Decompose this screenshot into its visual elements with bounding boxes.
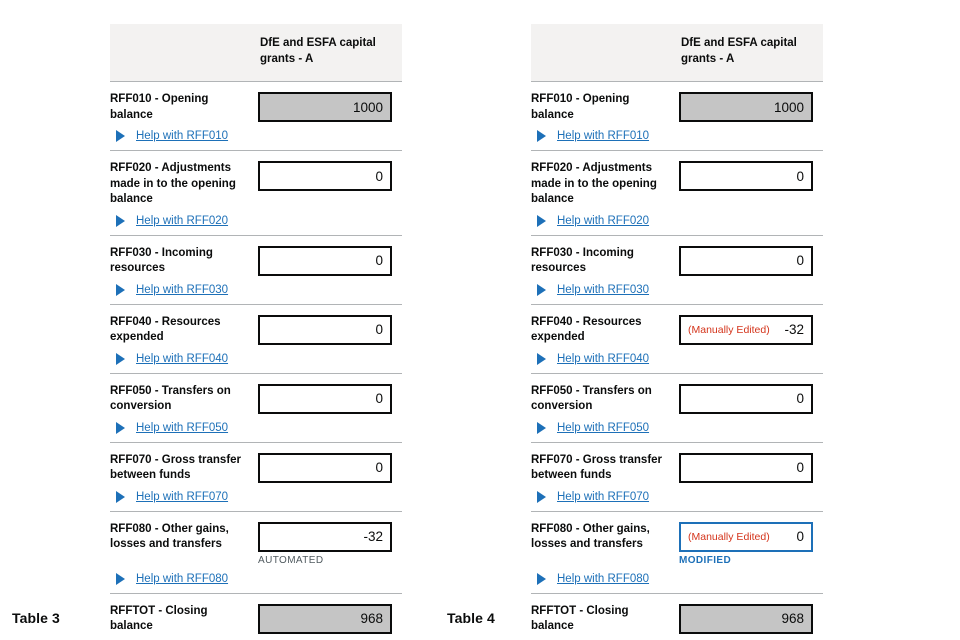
amount-input[interactable] xyxy=(258,161,392,191)
row-field xyxy=(679,315,823,345)
field-status-note: AUTOMATED xyxy=(258,554,324,566)
table-row xyxy=(531,236,823,305)
row-field xyxy=(679,161,823,191)
help-link[interactable]: Help with RFF010 xyxy=(557,130,650,143)
row-label: RFF070 - Gross transfer between funds xyxy=(531,453,663,482)
table-header-blank xyxy=(120,36,260,67)
help-row[interactable] xyxy=(110,353,402,365)
row-field xyxy=(258,161,402,191)
table-row xyxy=(110,443,402,512)
funds-table-4 xyxy=(531,24,823,640)
table-header-blank xyxy=(541,36,681,67)
row-field xyxy=(679,246,823,276)
help-link[interactable]: Help with RFF080 xyxy=(136,572,229,585)
help-link[interactable]: Help with RFF010 xyxy=(136,130,229,143)
amount-value: 968 xyxy=(781,611,804,627)
chevron-right-icon xyxy=(116,573,125,585)
row-field xyxy=(679,92,823,122)
amount-value: 0 xyxy=(796,391,804,407)
row-field xyxy=(258,384,402,414)
chevron-right-icon xyxy=(537,422,546,434)
help-link[interactable]: Help with RFF080 xyxy=(557,572,650,585)
chevron-right-icon xyxy=(116,422,125,434)
chevron-right-icon xyxy=(116,130,125,142)
amount-value: 0 xyxy=(796,253,804,269)
amount-value: -32 xyxy=(363,529,383,545)
chevron-right-icon xyxy=(116,491,125,503)
help-row[interactable] xyxy=(531,422,823,434)
row-label: RFF030 - Incoming resources xyxy=(531,246,634,275)
amount-value: 0 xyxy=(375,391,383,407)
table-4-caption: Table 4 xyxy=(447,610,495,626)
row-field xyxy=(258,522,402,566)
amount-value: 0 xyxy=(375,253,383,269)
table-row xyxy=(531,151,823,236)
amount-value: 1000 xyxy=(773,99,804,115)
help-row[interactable] xyxy=(531,215,823,227)
help-row[interactable] xyxy=(110,573,402,585)
row-label: RFF070 - Gross transfer between funds xyxy=(110,453,242,482)
manually-edited-badge: (Manually Edited) xyxy=(688,530,770,543)
table-header-row xyxy=(531,24,823,82)
table-row xyxy=(110,374,402,443)
help-row[interactable] xyxy=(531,573,823,585)
chevron-right-icon xyxy=(537,215,546,227)
help-link[interactable]: Help with RFF070 xyxy=(136,490,229,503)
row-field xyxy=(258,92,402,122)
amount-input-readonly xyxy=(679,604,813,634)
amount-value: 0 xyxy=(375,168,383,184)
table-row xyxy=(110,305,402,374)
amount-value: 0 xyxy=(796,529,804,545)
help-link[interactable]: Help with RFF030 xyxy=(136,283,229,296)
row-label: RFF020 - Adjustments made in to the opening balance xyxy=(531,162,657,206)
amount-input[interactable] xyxy=(679,315,813,345)
amount-input[interactable] xyxy=(679,384,813,414)
amount-input[interactable] xyxy=(679,522,813,552)
table-row xyxy=(110,82,402,151)
table-row xyxy=(531,82,823,151)
row-label: RFFTOT - Closing balance xyxy=(110,604,208,633)
amount-value: 0 xyxy=(796,460,804,476)
help-row[interactable] xyxy=(110,284,402,296)
row-field xyxy=(258,315,402,345)
amount-value: 1000 xyxy=(352,99,383,115)
help-row[interactable] xyxy=(531,284,823,296)
amount-input-readonly xyxy=(258,92,392,122)
help-row[interactable] xyxy=(110,215,402,227)
table-header-column-title: DfE and ESFA capital grants - A xyxy=(260,37,376,65)
table-row xyxy=(110,594,402,640)
amount-input[interactable] xyxy=(258,384,392,414)
row-label: RFF020 - Adjustments made in to the opening balance xyxy=(110,162,236,206)
row-field xyxy=(258,604,402,634)
table-row xyxy=(110,151,402,236)
amount-input[interactable] xyxy=(258,453,392,483)
amount-input-readonly xyxy=(258,604,392,634)
amount-value: 0 xyxy=(375,322,383,338)
chevron-right-icon xyxy=(537,353,546,365)
amount-value: 0 xyxy=(796,168,804,184)
help-link[interactable]: Help with RFF070 xyxy=(557,490,650,503)
row-field xyxy=(679,604,823,634)
amount-value: 0 xyxy=(375,460,383,476)
chevron-right-icon xyxy=(116,215,125,227)
row-field xyxy=(679,453,823,483)
funds-table-3 xyxy=(110,24,402,640)
row-label: RFF010 - Opening balance xyxy=(531,93,630,121)
table-3-caption: Table 3 xyxy=(12,610,60,626)
row-label: RFF010 - Opening balance xyxy=(110,93,209,121)
help-link[interactable]: Help with RFF050 xyxy=(557,421,650,434)
row-field xyxy=(679,522,823,566)
help-link[interactable]: Help with RFF040 xyxy=(557,352,650,365)
manually-edited-badge: (Manually Edited) xyxy=(688,323,770,336)
table-row xyxy=(531,443,823,512)
help-row[interactable] xyxy=(531,130,823,142)
help-row[interactable] xyxy=(110,130,402,142)
table-header-column-title: DfE and ESFA capital grants - A xyxy=(681,37,797,65)
help-link[interactable]: Help with RFF030 xyxy=(557,283,650,296)
amount-value: 968 xyxy=(360,611,383,627)
table-row xyxy=(531,374,823,443)
amount-input[interactable] xyxy=(679,246,813,276)
chevron-right-icon xyxy=(537,491,546,503)
help-link[interactable]: Help with RFF050 xyxy=(136,421,229,434)
table-row xyxy=(531,305,823,374)
help-row[interactable] xyxy=(531,353,823,365)
amount-input[interactable] xyxy=(258,246,392,276)
chevron-right-icon xyxy=(116,284,125,296)
help-link[interactable]: Help with RFF040 xyxy=(136,352,229,365)
amount-input[interactable] xyxy=(258,522,392,552)
row-field xyxy=(258,453,402,483)
row-label: RFF080 - Other gains, losses and transfers xyxy=(110,522,229,551)
row-label: RFF080 - Other gains, losses and transfers xyxy=(531,522,650,551)
help-link[interactable]: Help with RFF020 xyxy=(136,214,229,227)
chevron-right-icon xyxy=(116,353,125,365)
help-row[interactable] xyxy=(110,422,402,434)
row-label: RFF040 - Resources expended xyxy=(110,315,221,344)
row-label: RFFTOT - Closing balance xyxy=(531,604,629,633)
row-label: RFF050 - Transfers on conversion xyxy=(531,384,652,413)
help-link[interactable]: Help with RFF020 xyxy=(557,214,650,227)
amount-input[interactable] xyxy=(679,453,813,483)
row-label: RFF050 - Transfers on conversion xyxy=(110,384,231,413)
table-row xyxy=(110,236,402,305)
table-header-row xyxy=(110,24,402,82)
table-row xyxy=(531,594,823,640)
table-row xyxy=(531,512,823,594)
row-label: RFF030 - Incoming resources xyxy=(110,246,213,275)
table-row xyxy=(110,512,402,594)
help-row[interactable] xyxy=(531,491,823,503)
chevron-right-icon xyxy=(537,573,546,585)
row-label: RFF040 - Resources expended xyxy=(531,315,642,344)
amount-input[interactable] xyxy=(258,315,392,345)
amount-input[interactable] xyxy=(679,161,813,191)
chevron-right-icon xyxy=(537,130,546,142)
amount-input-readonly xyxy=(679,92,813,122)
row-field xyxy=(258,246,402,276)
help-row[interactable] xyxy=(110,491,402,503)
chevron-right-icon xyxy=(537,284,546,296)
row-field xyxy=(679,384,823,414)
amount-value: -32 xyxy=(784,322,804,338)
field-status-note: MODIFIED xyxy=(679,554,732,566)
